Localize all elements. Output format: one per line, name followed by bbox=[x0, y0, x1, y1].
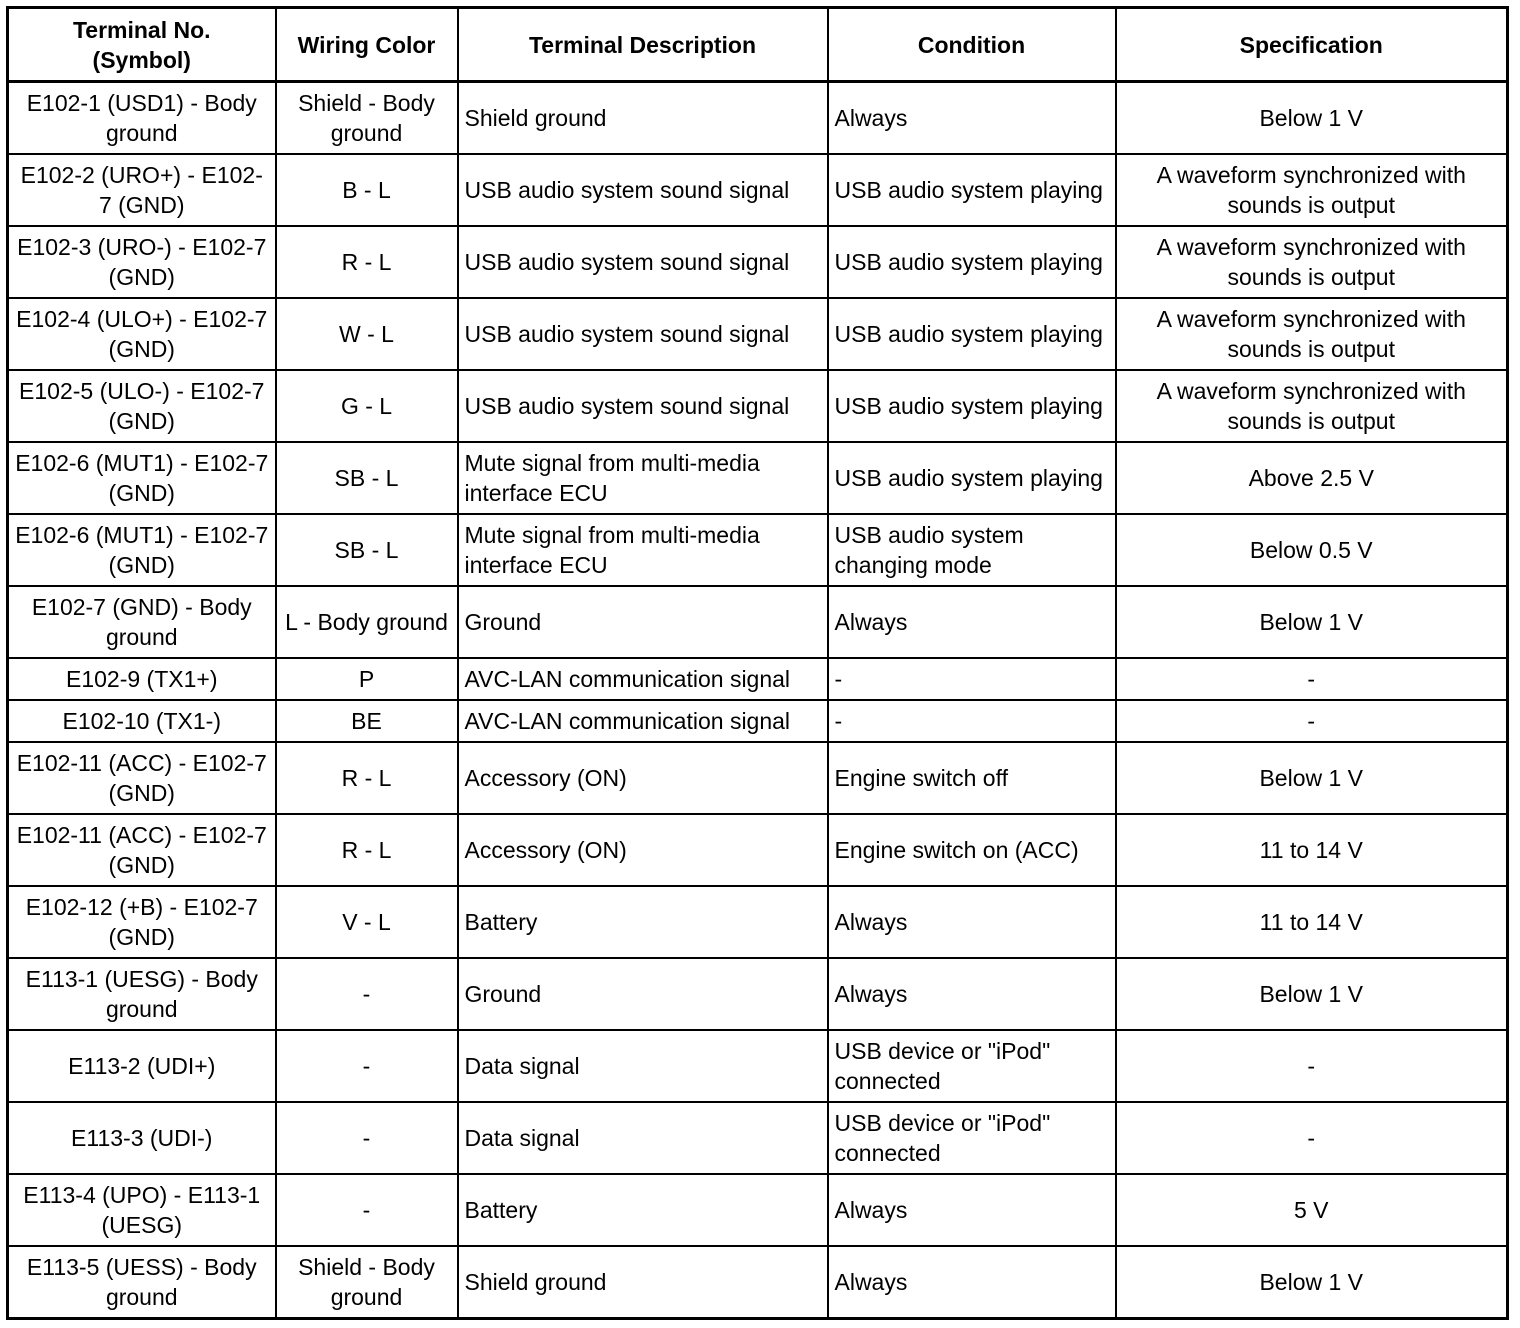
terminal-no-cell: E102-11 (ACC) - E102-7 (GND) bbox=[8, 814, 276, 886]
table-row bbox=[8, 514, 1508, 586]
specification-cell: A waveform synchronized with sounds is output bbox=[1116, 370, 1508, 442]
condition-cell: USB audio system playing bbox=[828, 370, 1116, 442]
condition-cell: Always bbox=[828, 886, 1116, 958]
terminal-description-cell: Battery bbox=[458, 1174, 828, 1246]
terminal-description-cell: Data signal bbox=[458, 1030, 828, 1102]
wiring-color-cell: BE bbox=[276, 700, 458, 742]
specification-cell: A waveform synchronized with sounds is output bbox=[1116, 226, 1508, 298]
condition-cell: USB device or "iPod" connected bbox=[828, 1030, 1116, 1102]
header-wiring-color: Wiring Color bbox=[276, 8, 458, 82]
wiring-color-cell: - bbox=[276, 1030, 458, 1102]
wiring-color-cell: W - L bbox=[276, 298, 458, 370]
wiring-color-cell: Shield - Body ground bbox=[276, 82, 458, 155]
wiring-color-cell: - bbox=[276, 958, 458, 1030]
specification-cell: Below 0.5 V bbox=[1116, 514, 1508, 586]
wiring-color-cell: V - L bbox=[276, 886, 458, 958]
wiring-color-cell: R - L bbox=[276, 742, 458, 814]
wiring-color-cell: B - L bbox=[276, 154, 458, 226]
condition-cell: - bbox=[828, 700, 1116, 742]
specification-cell: - bbox=[1116, 658, 1508, 700]
specification-cell: Below 1 V bbox=[1116, 958, 1508, 1030]
condition-cell: Engine switch on (ACC) bbox=[828, 814, 1116, 886]
specification-cell: A waveform synchronized with sounds is output bbox=[1116, 298, 1508, 370]
specification-cell: 5 V bbox=[1116, 1174, 1508, 1246]
table-row bbox=[8, 1246, 1508, 1319]
wiring-color-cell: L - Body ground bbox=[276, 586, 458, 658]
wiring-color-cell: SB - L bbox=[276, 514, 458, 586]
terminal-description-cell: Ground bbox=[458, 958, 828, 1030]
terminal-no-cell: E102-6 (MUT1) - E102-7 (GND) bbox=[8, 442, 276, 514]
condition-cell: - bbox=[828, 658, 1116, 700]
table-row bbox=[8, 886, 1508, 958]
table-row bbox=[8, 226, 1508, 298]
terminal-description-cell: USB audio system sound signal bbox=[458, 298, 828, 370]
header-terminal-no: Terminal No. (Symbol) bbox=[8, 8, 276, 82]
terminal-description-cell: Shield ground bbox=[458, 82, 828, 155]
terminal-no-cell: E102-12 (+B) - E102-7 (GND) bbox=[8, 886, 276, 958]
table-row bbox=[8, 658, 1508, 700]
condition-cell: Always bbox=[828, 1246, 1116, 1319]
table-row bbox=[8, 154, 1508, 226]
table-row bbox=[8, 1102, 1508, 1174]
specification-cell: Below 1 V bbox=[1116, 82, 1508, 155]
condition-cell: USB audio system playing bbox=[828, 442, 1116, 514]
wiring-color-cell: R - L bbox=[276, 226, 458, 298]
condition-cell: Engine switch off bbox=[828, 742, 1116, 814]
specification-cell: Above 2.5 V bbox=[1116, 442, 1508, 514]
condition-cell: USB audio system playing bbox=[828, 154, 1116, 226]
terminal-description-cell: USB audio system sound signal bbox=[458, 226, 828, 298]
wiring-color-cell: G - L bbox=[276, 370, 458, 442]
condition-cell: Always bbox=[828, 958, 1116, 1030]
terminal-no-cell: E113-3 (UDI-) bbox=[8, 1102, 276, 1174]
table-row bbox=[8, 586, 1508, 658]
terminal-no-cell: E102-11 (ACC) - E102-7 (GND) bbox=[8, 742, 276, 814]
terminal-no-cell: E102-9 (TX1+) bbox=[8, 658, 276, 700]
terminal-no-cell: E113-5 (UESS) - Body ground bbox=[8, 1246, 276, 1319]
terminal-description-cell: AVC-LAN communication signal bbox=[458, 700, 828, 742]
document-page bbox=[6, 6, 1509, 1320]
terminal-no-cell: E102-6 (MUT1) - E102-7 (GND) bbox=[8, 514, 276, 586]
terminal-description-cell: Ground bbox=[458, 586, 828, 658]
terminal-description-cell: Mute signal from multi-media interface ECU bbox=[458, 442, 828, 514]
header-condition: Condition bbox=[828, 8, 1116, 82]
specification-cell: 11 to 14 V bbox=[1116, 814, 1508, 886]
wiring-color-cell: R - L bbox=[276, 814, 458, 886]
condition-cell: Always bbox=[828, 1174, 1116, 1246]
wiring-color-cell: - bbox=[276, 1102, 458, 1174]
specification-cell: 11 to 14 V bbox=[1116, 886, 1508, 958]
terminal-description-cell: AVC-LAN communication signal bbox=[458, 658, 828, 700]
specification-cell: Below 1 V bbox=[1116, 742, 1508, 814]
header-specification: Specification bbox=[1116, 8, 1508, 82]
table-row bbox=[8, 814, 1508, 886]
wiring-color-cell: P bbox=[276, 658, 458, 700]
terminal-no-cell: E102-7 (GND) - Body ground bbox=[8, 586, 276, 658]
wiring-color-cell: SB - L bbox=[276, 442, 458, 514]
wiring-color-cell: - bbox=[276, 1174, 458, 1246]
specification-cell: Below 1 V bbox=[1116, 1246, 1508, 1319]
terminal-description-cell: Accessory (ON) bbox=[458, 814, 828, 886]
table-row bbox=[8, 700, 1508, 742]
condition-cell: Always bbox=[828, 586, 1116, 658]
terminal-no-cell: E102-2 (URO+) - E102-7 (GND) bbox=[8, 154, 276, 226]
table-row bbox=[8, 298, 1508, 370]
condition-cell: USB audio system playing bbox=[828, 226, 1116, 298]
wiring-color-cell: Shield - Body ground bbox=[276, 1246, 458, 1319]
table-row bbox=[8, 958, 1508, 1030]
header-row bbox=[8, 8, 1508, 82]
table-row bbox=[8, 1174, 1508, 1246]
condition-cell: USB audio system playing bbox=[828, 298, 1116, 370]
specification-cell: - bbox=[1116, 1102, 1508, 1174]
header-terminal-description: Terminal Description bbox=[458, 8, 828, 82]
table-row bbox=[8, 442, 1508, 514]
terminal-no-cell: E113-1 (UESG) - Body ground bbox=[8, 958, 276, 1030]
terminal-description-cell: Data signal bbox=[458, 1102, 828, 1174]
terminal-description-cell: USB audio system sound signal bbox=[458, 154, 828, 226]
terminal-no-cell: E113-4 (UPO) - E113-1 (UESG) bbox=[8, 1174, 276, 1246]
terminal-description-cell: Mute signal from multi-media interface ECU bbox=[458, 514, 828, 586]
table-row bbox=[8, 1030, 1508, 1102]
specification-cell: - bbox=[1116, 1030, 1508, 1102]
terminal-description-cell: USB audio system sound signal bbox=[458, 370, 828, 442]
terminal-no-cell: E102-1 (USD1) - Body ground bbox=[8, 82, 276, 155]
specification-cell: - bbox=[1116, 700, 1508, 742]
terminal-description-cell: Battery bbox=[458, 886, 828, 958]
terminal-spec-table bbox=[6, 6, 1509, 1320]
condition-cell: Always bbox=[828, 82, 1116, 155]
terminal-no-cell: E102-10 (TX1-) bbox=[8, 700, 276, 742]
condition-cell: USB device or "iPod" connected bbox=[828, 1102, 1116, 1174]
terminal-description-cell: Accessory (ON) bbox=[458, 742, 828, 814]
specification-cell: A waveform synchronized with sounds is output bbox=[1116, 154, 1508, 226]
table-row bbox=[8, 370, 1508, 442]
terminal-no-cell: E102-5 (ULO-) - E102-7 (GND) bbox=[8, 370, 276, 442]
terminal-no-cell: E113-2 (UDI+) bbox=[8, 1030, 276, 1102]
condition-cell: USB audio system changing mode bbox=[828, 514, 1116, 586]
terminal-no-cell: E102-3 (URO-) - E102-7 (GND) bbox=[8, 226, 276, 298]
terminal-description-cell: Shield ground bbox=[458, 1246, 828, 1319]
specification-cell: Below 1 V bbox=[1116, 586, 1508, 658]
table-row bbox=[8, 82, 1508, 155]
terminal-no-cell: E102-4 (ULO+) - E102-7 (GND) bbox=[8, 298, 276, 370]
table-row bbox=[8, 742, 1508, 814]
